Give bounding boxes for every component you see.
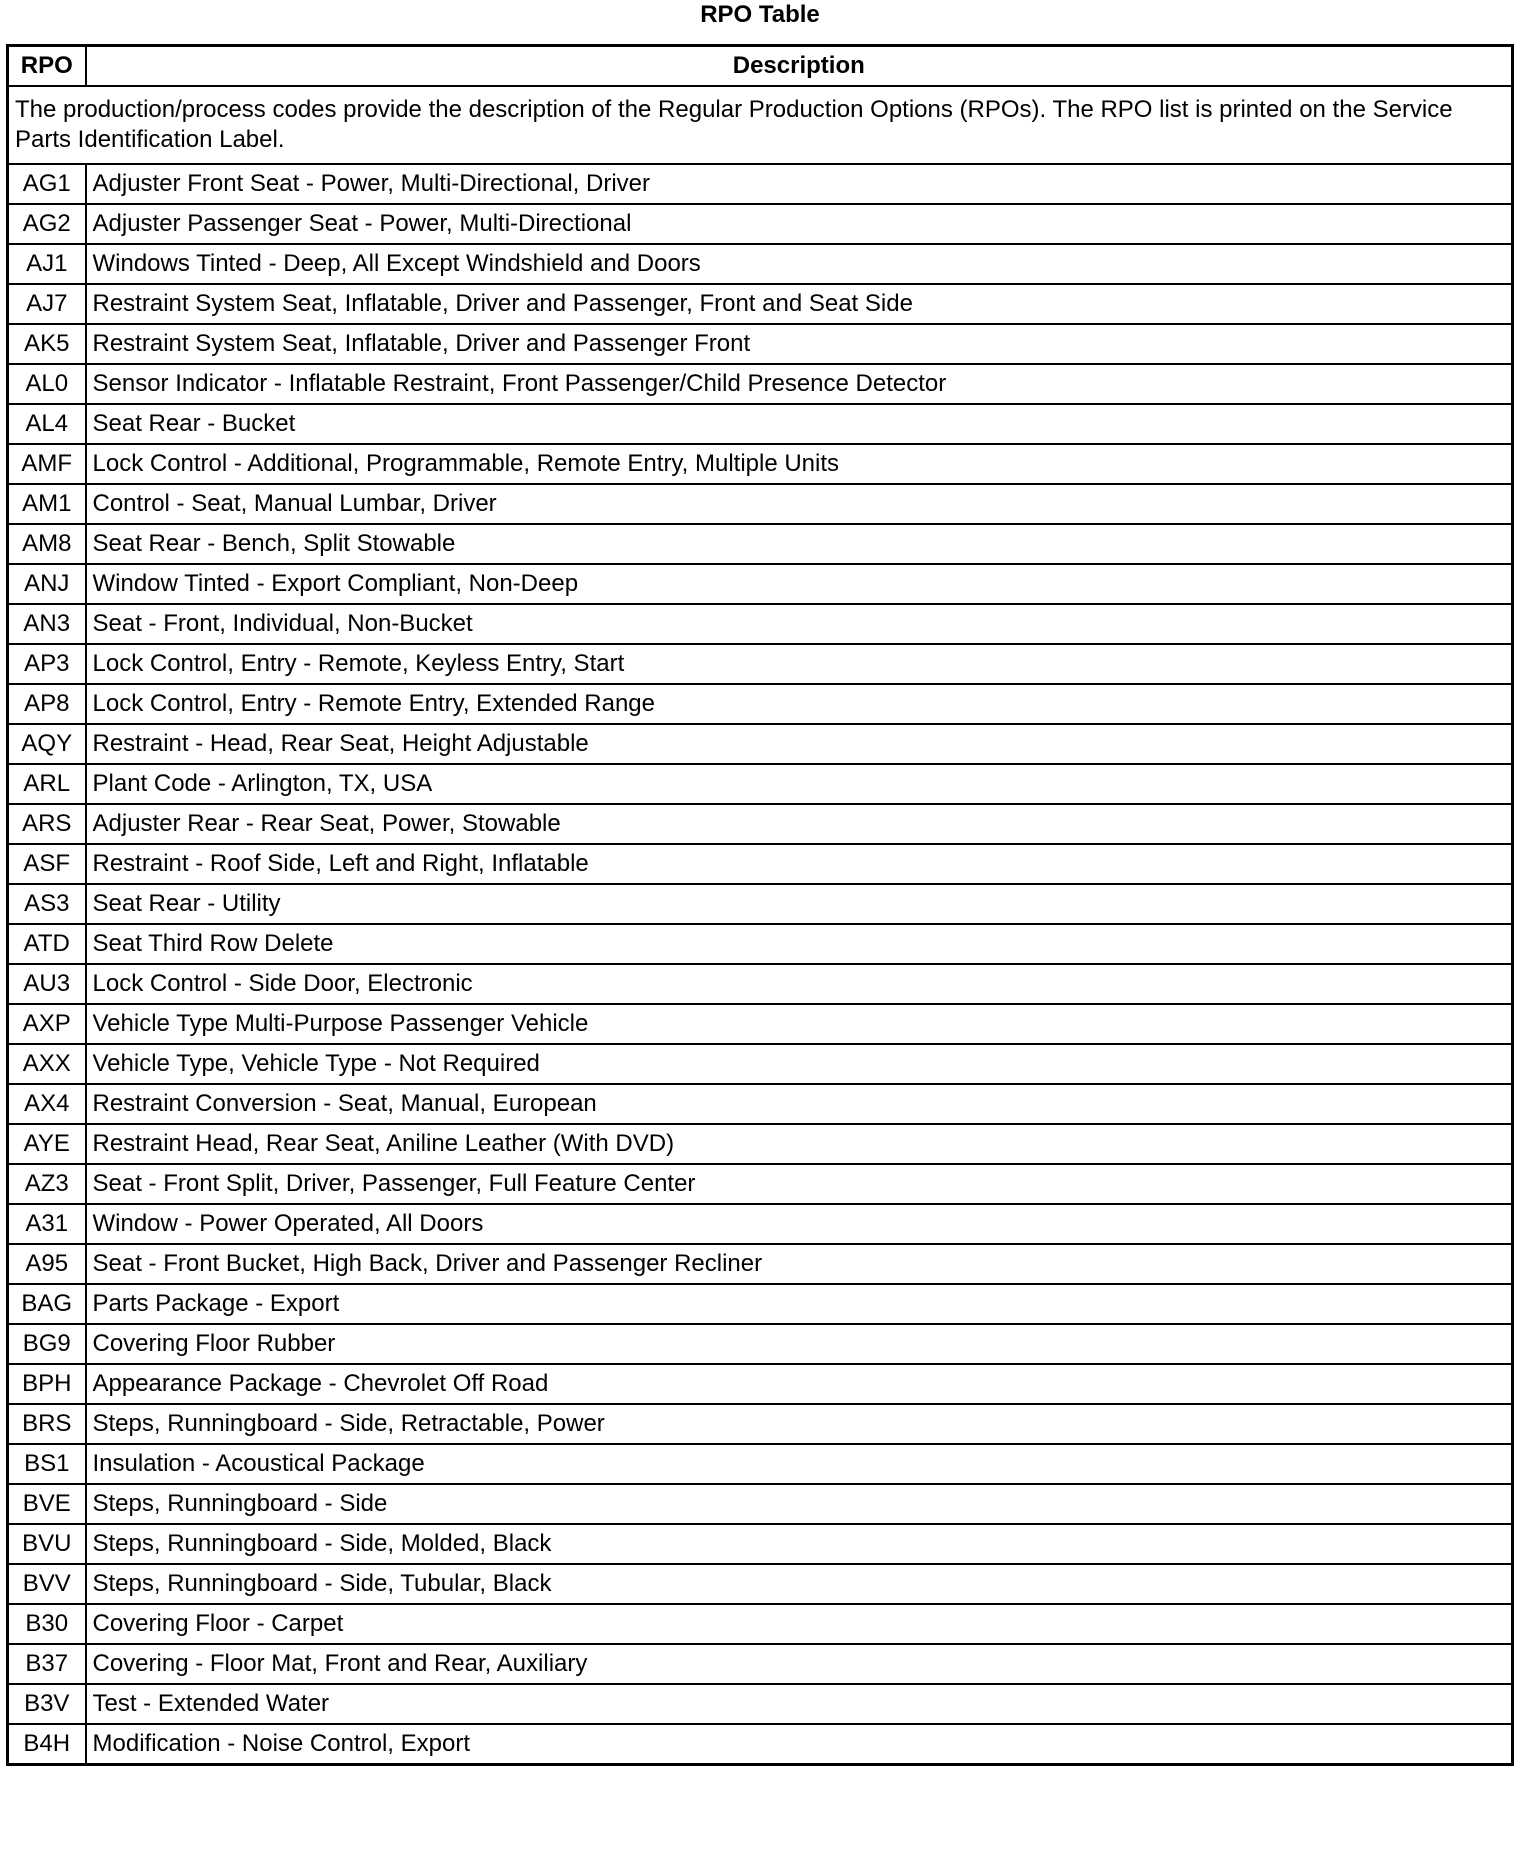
table-row bbox=[8, 1644, 1513, 1684]
rpo-code-cell: AJ1 bbox=[8, 244, 86, 284]
rpo-description-cell: Lock Control - Additional, Programmable, Remote Entry, Multiple Units bbox=[86, 444, 1513, 484]
table-row bbox=[8, 1084, 1513, 1124]
rpo-code-cell: AXX bbox=[8, 1044, 86, 1084]
table-row bbox=[8, 724, 1513, 764]
rpo-code-cell: AK5 bbox=[8, 324, 86, 364]
table-row bbox=[8, 1524, 1513, 1564]
rpo-code-cell: A31 bbox=[8, 1204, 86, 1244]
rpo-description-cell: Restraint System Seat, Inflatable, Driver and Passenger, Front and Seat Side bbox=[86, 284, 1513, 324]
table-header-row bbox=[8, 46, 1513, 87]
table-row bbox=[8, 644, 1513, 684]
rpo-description-cell: Seat - Front, Individual, Non-Bucket bbox=[86, 604, 1513, 644]
rpo-code-cell: AYE bbox=[8, 1124, 86, 1164]
rpo-code-cell: BS1 bbox=[8, 1444, 86, 1484]
page-title: RPO Table bbox=[700, 1, 820, 28]
table-row bbox=[8, 1324, 1513, 1364]
rpo-code-cell: AL0 bbox=[8, 364, 86, 404]
rpo-description-cell: Lock Control, Entry - Remote Entry, Extended Range bbox=[86, 684, 1513, 724]
rpo-description-cell: Insulation - Acoustical Package bbox=[86, 1444, 1513, 1484]
rpo-description-cell: Steps, Runningboard - Side, Tubular, Black bbox=[86, 1564, 1513, 1604]
table-row bbox=[8, 1484, 1513, 1524]
rpo-code-cell: B3V bbox=[8, 1684, 86, 1724]
rpo-description-cell: Restraint - Roof Side, Left and Right, Inflatable bbox=[86, 844, 1513, 884]
table-row bbox=[8, 1444, 1513, 1484]
rpo-description-cell: Seat Rear - Bucket bbox=[86, 404, 1513, 444]
table-row bbox=[8, 364, 1513, 404]
table-row bbox=[8, 1004, 1513, 1044]
rpo-code-cell: B37 bbox=[8, 1644, 86, 1684]
rpo-code-cell: AN3 bbox=[8, 604, 86, 644]
table-row bbox=[8, 964, 1513, 1004]
table-row bbox=[8, 484, 1513, 524]
rpo-description-cell: Seat Rear - Utility bbox=[86, 884, 1513, 924]
rpo-table bbox=[6, 44, 1514, 1766]
rpo-code-cell: B30 bbox=[8, 1604, 86, 1644]
rpo-description-cell: Control - Seat, Manual Lumbar, Driver bbox=[86, 484, 1513, 524]
rpo-code-cell: AP3 bbox=[8, 644, 86, 684]
rpo-description-cell: Covering Floor Rubber bbox=[86, 1324, 1513, 1364]
rpo-code-cell: AG1 bbox=[8, 164, 86, 204]
rpo-description-cell: Restraint Head, Rear Seat, Aniline Leather (With DVD) bbox=[86, 1124, 1513, 1164]
table-row bbox=[8, 1244, 1513, 1284]
rpo-description-cell: Appearance Package - Chevrolet Off Road bbox=[86, 1364, 1513, 1404]
rpo-code-cell: AM8 bbox=[8, 524, 86, 564]
rpo-code-cell: B4H bbox=[8, 1724, 86, 1765]
rpo-description-cell: Adjuster Passenger Seat - Power, Multi-Directional bbox=[86, 204, 1513, 244]
rpo-code-cell: BVE bbox=[8, 1484, 86, 1524]
rpo-description-cell: Modification - Noise Control, Export bbox=[86, 1724, 1513, 1765]
table-row bbox=[8, 924, 1513, 964]
table-row bbox=[8, 524, 1513, 564]
table-row bbox=[8, 444, 1513, 484]
rpo-description-cell: Adjuster Rear - Rear Seat, Power, Stowable bbox=[86, 804, 1513, 844]
table-row bbox=[8, 1204, 1513, 1244]
table-row bbox=[8, 1564, 1513, 1604]
rpo-description-cell: Steps, Runningboard - Side, Molded, Black bbox=[86, 1524, 1513, 1564]
table-row bbox=[8, 324, 1513, 364]
rpo-description-cell: Seat - Front Bucket, High Back, Driver and Passenger Recliner bbox=[86, 1244, 1513, 1284]
rpo-description-cell: Steps, Runningboard - Side bbox=[86, 1484, 1513, 1524]
rpo-code-cell: BVU bbox=[8, 1524, 86, 1564]
table-row bbox=[8, 204, 1513, 244]
rpo-description-cell: Parts Package - Export bbox=[86, 1284, 1513, 1324]
table-row bbox=[8, 1604, 1513, 1644]
rpo-description-cell: Adjuster Front Seat - Power, Multi-Directional, Driver bbox=[86, 164, 1513, 204]
table-row bbox=[8, 1724, 1513, 1765]
rpo-description-cell: Window Tinted - Export Compliant, Non-Deep bbox=[86, 564, 1513, 604]
rpo-description-cell: Seat - Front Split, Driver, Passenger, Full Feature Center bbox=[86, 1164, 1513, 1204]
rpo-code-cell: A95 bbox=[8, 1244, 86, 1284]
rpo-code-cell: AX4 bbox=[8, 1084, 86, 1124]
rpo-code-cell: ANJ bbox=[8, 564, 86, 604]
rpo-code-cell: ATD bbox=[8, 924, 86, 964]
rpo-code-cell: AZ3 bbox=[8, 1164, 86, 1204]
rpo-description-cell: Sensor Indicator - Inflatable Restraint, Front Passenger/Child Presence Detector bbox=[86, 364, 1513, 404]
table-row bbox=[8, 804, 1513, 844]
rpo-code-cell: AJ7 bbox=[8, 284, 86, 324]
table-row bbox=[8, 404, 1513, 444]
column-header-description: Description bbox=[86, 46, 1513, 87]
rpo-code-cell: ARL bbox=[8, 764, 86, 804]
rpo-code-cell: AG2 bbox=[8, 204, 86, 244]
rpo-description-cell: Steps, Runningboard - Side, Retractable, Power bbox=[86, 1404, 1513, 1444]
rpo-description-cell: Test - Extended Water bbox=[86, 1684, 1513, 1724]
rpo-code-cell: BVV bbox=[8, 1564, 86, 1604]
rpo-description-cell: Vehicle Type Multi-Purpose Passenger Vehicle bbox=[86, 1004, 1513, 1044]
table-row bbox=[8, 1404, 1513, 1444]
table-row bbox=[8, 764, 1513, 804]
table-row bbox=[8, 244, 1513, 284]
table-row bbox=[8, 1164, 1513, 1204]
table-row bbox=[8, 884, 1513, 924]
rpo-code-cell: BG9 bbox=[8, 1324, 86, 1364]
table-row bbox=[8, 844, 1513, 884]
table-row bbox=[8, 164, 1513, 204]
column-header-rpo: RPO bbox=[8, 46, 86, 87]
table-row bbox=[8, 284, 1513, 324]
rpo-code-cell: AL4 bbox=[8, 404, 86, 444]
rpo-description-cell: Restraint System Seat, Inflatable, Driver and Passenger Front bbox=[86, 324, 1513, 364]
table-row bbox=[8, 684, 1513, 724]
rpo-description-cell: Windows Tinted - Deep, All Except Windshield and Doors bbox=[86, 244, 1513, 284]
rpo-code-cell: BPH bbox=[8, 1364, 86, 1404]
intro-row bbox=[8, 86, 1513, 164]
rpo-description-cell: Plant Code - Arlington, TX, USA bbox=[86, 764, 1513, 804]
rpo-description-cell: Restraint Conversion - Seat, Manual, European bbox=[86, 1084, 1513, 1124]
table-row bbox=[8, 604, 1513, 644]
rpo-description-cell: Covering Floor - Carpet bbox=[86, 1604, 1513, 1644]
rpo-code-cell: ASF bbox=[8, 844, 86, 884]
table-body bbox=[8, 86, 1513, 1765]
table-row bbox=[8, 1364, 1513, 1404]
rpo-code-cell: AM1 bbox=[8, 484, 86, 524]
rpo-code-cell: AU3 bbox=[8, 964, 86, 1004]
table-row bbox=[8, 1684, 1513, 1724]
rpo-description-cell: Lock Control, Entry - Remote, Keyless Entry, Start bbox=[86, 644, 1513, 684]
rpo-code-cell: AMF bbox=[8, 444, 86, 484]
table-row bbox=[8, 564, 1513, 604]
rpo-description-cell: Vehicle Type, Vehicle Type - Not Required bbox=[86, 1044, 1513, 1084]
table-row bbox=[8, 1284, 1513, 1324]
rpo-code-cell: BAG bbox=[8, 1284, 86, 1324]
rpo-description-cell: Lock Control - Side Door, Electronic bbox=[86, 964, 1513, 1004]
rpo-code-cell: ARS bbox=[8, 804, 86, 844]
table-row bbox=[8, 1124, 1513, 1164]
rpo-description-cell: Window - Power Operated, All Doors bbox=[86, 1204, 1513, 1244]
rpo-code-cell: AXP bbox=[8, 1004, 86, 1044]
rpo-description-cell: Restraint - Head, Rear Seat, Height Adjustable bbox=[86, 724, 1513, 764]
rpo-description-cell: Seat Rear - Bench, Split Stowable bbox=[86, 524, 1513, 564]
rpo-code-cell: BRS bbox=[8, 1404, 86, 1444]
rpo-code-cell: AP8 bbox=[8, 684, 86, 724]
rpo-code-cell: AS3 bbox=[8, 884, 86, 924]
rpo-code-cell: AQY bbox=[8, 724, 86, 764]
table-row bbox=[8, 1044, 1513, 1084]
rpo-description-cell: Seat Third Row Delete bbox=[86, 924, 1513, 964]
intro-text: The production/process codes provide the description of the Regular Production Options (RPOs). The RPO list is printed on the Service Parts Identification Label. bbox=[8, 86, 1513, 164]
rpo-description-cell: Covering - Floor Mat, Front and Rear, Auxiliary bbox=[86, 1644, 1513, 1684]
